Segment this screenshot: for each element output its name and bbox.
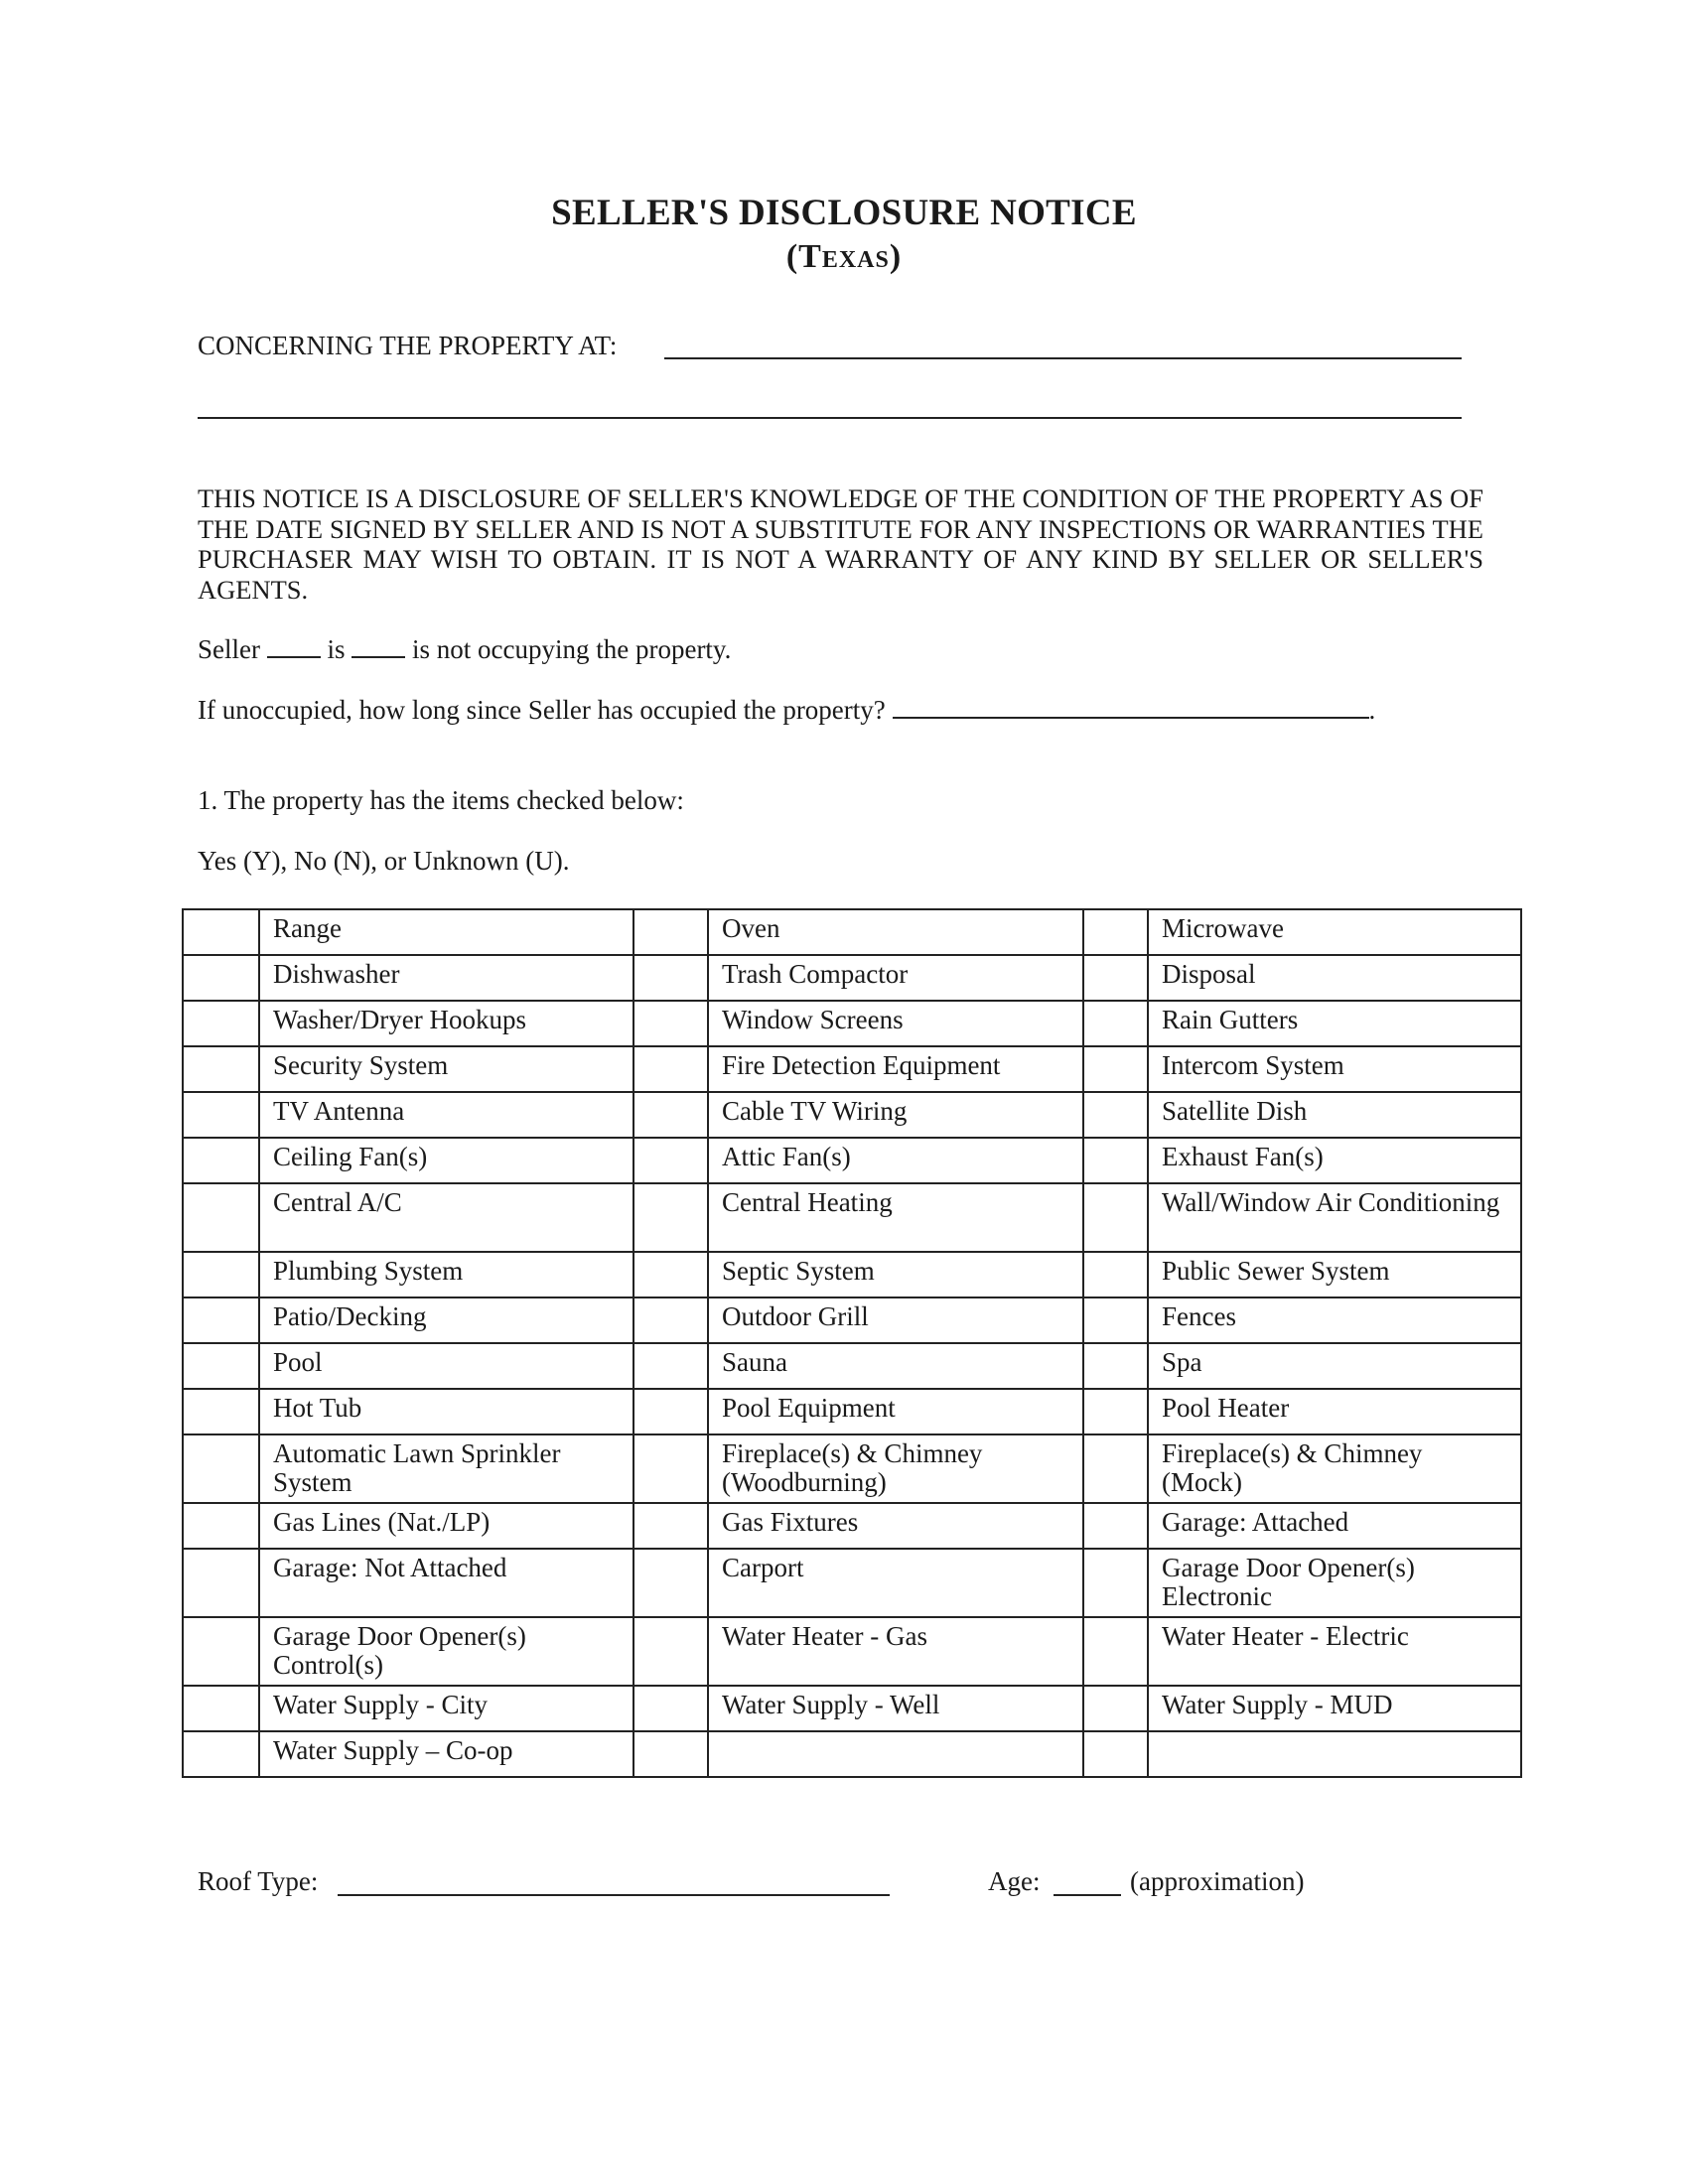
answer-box[interactable] xyxy=(183,1252,259,1297)
item-label: Garage Door Opener(s) Control(s) xyxy=(259,1617,633,1686)
table-row xyxy=(183,1503,1521,1549)
item-label: Spa xyxy=(1148,1343,1521,1389)
occupancy-line xyxy=(198,634,731,665)
answer-box[interactable] xyxy=(1083,1297,1148,1343)
item-label: Washer/Dryer Hookups xyxy=(259,1001,633,1046)
answer-box[interactable] xyxy=(633,1046,708,1092)
table-row xyxy=(183,1252,1521,1297)
answer-box[interactable] xyxy=(1083,1731,1148,1777)
roof-age-note: (approximation) xyxy=(1130,1866,1305,1896)
occupancy-is-text: is xyxy=(327,634,346,664)
item-label: Pool Heater xyxy=(1148,1389,1521,1434)
roof-age-blank[interactable] xyxy=(1054,1894,1121,1896)
document-title: SELLER'S DISCLOSURE NOTICE xyxy=(551,193,1137,233)
answer-box[interactable] xyxy=(183,1686,259,1731)
item-label: Water Supply - Well xyxy=(708,1686,1083,1731)
table-row xyxy=(183,1434,1521,1503)
answer-box[interactable] xyxy=(183,1549,259,1617)
answer-box[interactable] xyxy=(1083,1549,1148,1617)
table-row xyxy=(183,955,1521,1001)
item-label: Range xyxy=(259,909,633,955)
document-subtitle: (Texas) xyxy=(785,238,903,275)
table-row xyxy=(183,1183,1521,1252)
occupancy-is-not-text: is not occupying the property. xyxy=(412,634,732,664)
item-label: Garage: Attached xyxy=(1148,1503,1521,1549)
table-row xyxy=(183,1092,1521,1138)
item-label: Pool xyxy=(259,1343,633,1389)
table-row xyxy=(183,1617,1521,1686)
table-row xyxy=(183,1046,1521,1092)
item-label: Central Heating xyxy=(708,1183,1083,1252)
item-label: TV Antenna xyxy=(259,1092,633,1138)
item-label: Water Heater - Electric xyxy=(1148,1617,1521,1686)
item-label: Garage: Not Attached xyxy=(259,1549,633,1617)
roof-type-label: Roof Type: xyxy=(198,1866,319,1896)
table-row xyxy=(183,1001,1521,1046)
item-label: Attic Fan(s) xyxy=(708,1138,1083,1183)
table-row xyxy=(183,1549,1521,1617)
item-label: Dishwasher xyxy=(259,955,633,1001)
item-label: Sauna xyxy=(708,1343,1083,1389)
property-address-blank-line-1[interactable] xyxy=(664,357,1462,359)
table-row xyxy=(183,1731,1521,1777)
roof-type-blank[interactable] xyxy=(338,1894,890,1896)
property-address-blank-line-2[interactable] xyxy=(198,417,1462,419)
answer-box[interactable] xyxy=(1083,1343,1148,1389)
answer-box[interactable] xyxy=(183,1297,259,1343)
unoccupied-line xyxy=(198,695,1375,726)
table-row xyxy=(183,909,1521,955)
unoccupied-duration-blank[interactable] xyxy=(893,717,1369,719)
item-label xyxy=(1148,1731,1521,1777)
answer-legend: Yes (Y), No (N), or Unknown (U). xyxy=(198,846,570,876)
item-label: Satellite Dish xyxy=(1148,1092,1521,1138)
answer-box[interactable] xyxy=(183,1343,259,1389)
answer-box[interactable] xyxy=(633,1549,708,1617)
item-label: Fences xyxy=(1148,1297,1521,1343)
answer-box[interactable] xyxy=(633,1731,708,1777)
answer-box[interactable] xyxy=(633,909,708,955)
item-label: Trash Compactor xyxy=(708,955,1083,1001)
item-label: Window Screens xyxy=(708,1001,1083,1046)
answer-box[interactable] xyxy=(633,1503,708,1549)
table-row xyxy=(183,1686,1521,1731)
table-row xyxy=(183,1297,1521,1343)
item-label: Gas Lines (Nat./LP) xyxy=(259,1503,633,1549)
item-label: Security System xyxy=(259,1046,633,1092)
item-label: Exhaust Fan(s) xyxy=(1148,1138,1521,1183)
answer-box[interactable] xyxy=(633,1617,708,1686)
answer-box[interactable] xyxy=(1083,1138,1148,1183)
answer-box[interactable] xyxy=(633,1138,708,1183)
answer-box[interactable] xyxy=(183,955,259,1001)
answer-box[interactable] xyxy=(1083,1183,1148,1252)
item-label: Microwave xyxy=(1148,909,1521,955)
answer-box[interactable] xyxy=(1083,955,1148,1001)
property-items-table xyxy=(182,908,1522,1778)
answer-box[interactable] xyxy=(633,1434,708,1503)
item-label: Central A/C xyxy=(259,1183,633,1252)
answer-box[interactable] xyxy=(183,1434,259,1503)
item-label: Gas Fixtures xyxy=(708,1503,1083,1549)
answer-box[interactable] xyxy=(633,1389,708,1434)
answer-box[interactable] xyxy=(1083,1046,1148,1092)
answer-box[interactable] xyxy=(183,1617,259,1686)
item-label: Water Supply - MUD xyxy=(1148,1686,1521,1731)
item-label: Public Sewer System xyxy=(1148,1252,1521,1297)
item-label: Hot Tub xyxy=(259,1389,633,1434)
item-label: Oven xyxy=(708,909,1083,955)
answer-box[interactable] xyxy=(183,1183,259,1252)
answer-box[interactable] xyxy=(633,1297,708,1343)
unoccupied-period: . xyxy=(1368,695,1376,725)
item-label: Ceiling Fan(s) xyxy=(259,1138,633,1183)
item-label: Fireplace(s) & Chimney (Woodburning) xyxy=(708,1434,1083,1503)
item-label: Carport xyxy=(708,1549,1083,1617)
item-label: Patio/Decking xyxy=(259,1297,633,1343)
table-row xyxy=(183,1343,1521,1389)
answer-box[interactable] xyxy=(1083,1092,1148,1138)
answer-box[interactable] xyxy=(1083,1252,1148,1297)
item-label: Rain Gutters xyxy=(1148,1001,1521,1046)
answer-box[interactable] xyxy=(633,955,708,1001)
item-label: Fireplace(s) & Chimney (Mock) xyxy=(1148,1434,1521,1503)
answer-box[interactable] xyxy=(633,1686,708,1731)
item-label: Water Supply – Co-op xyxy=(259,1731,633,1777)
item-label: Disposal xyxy=(1148,955,1521,1001)
answer-box[interactable] xyxy=(183,909,259,955)
item-label: Outdoor Grill xyxy=(708,1297,1083,1343)
answer-box[interactable] xyxy=(183,1046,259,1092)
occupancy-is-blank[interactable] xyxy=(267,656,321,658)
table-row xyxy=(183,1138,1521,1183)
item-label: Garage Door Opener(s) Electronic xyxy=(1148,1549,1521,1617)
answer-box[interactable] xyxy=(633,1183,708,1252)
section-1-heading: 1. The property has the items checked below: xyxy=(198,785,684,815)
occupancy-is-not-blank[interactable] xyxy=(352,656,405,658)
answer-box[interactable] xyxy=(1083,1434,1148,1503)
answer-box[interactable] xyxy=(183,1503,259,1549)
item-label: Plumbing System xyxy=(259,1252,633,1297)
answer-box[interactable] xyxy=(183,1389,259,1434)
item-label: Automatic Lawn Sprinkler System xyxy=(259,1434,633,1503)
roof-age-label: Age: xyxy=(988,1866,1041,1896)
item-label: Water Heater - Gas xyxy=(708,1617,1083,1686)
answer-box[interactable] xyxy=(183,1138,259,1183)
answer-box[interactable] xyxy=(633,1001,708,1046)
answer-box[interactable] xyxy=(633,1252,708,1297)
property-label: CONCERNING THE PROPERTY AT: xyxy=(198,331,618,360)
disclosure-notice-paragraph: THIS NOTICE IS A DISCLOSURE OF SELLER'S KNOWLEDGE OF THE CONDITION OF THE PROPERTY AS OF THE DATE SIGNED BY SELLER AND IS NOT A SUBSTITUTE FOR ANY INSPECTIONS OR WARRANTIES THE PURCHASER MAY WISH TO OBTAIN. IT IS NOT A WARRANTY OF ANY KIND BY SELLER OR SELLER'S AGENTS. xyxy=(198,483,1483,605)
unoccupied-question: If unoccupied, how long since Seller has occupied the property? xyxy=(198,695,886,725)
item-label: Pool Equipment xyxy=(708,1389,1083,1434)
item-label: Septic System xyxy=(708,1252,1083,1297)
item-label: Intercom System xyxy=(1148,1046,1521,1092)
table-row xyxy=(183,1389,1521,1434)
answer-box[interactable] xyxy=(633,1343,708,1389)
answer-box[interactable] xyxy=(633,1092,708,1138)
answer-box[interactable] xyxy=(1083,1617,1148,1686)
item-label xyxy=(708,1731,1083,1777)
answer-box[interactable] xyxy=(183,1092,259,1138)
item-label: Water Supply - City xyxy=(259,1686,633,1731)
answer-box[interactable] xyxy=(1083,1001,1148,1046)
answer-box[interactable] xyxy=(183,1001,259,1046)
answer-box[interactable] xyxy=(1083,1389,1148,1434)
answer-box[interactable] xyxy=(183,1731,259,1777)
item-label: Fire Detection Equipment xyxy=(708,1046,1083,1092)
occupancy-seller-text: Seller xyxy=(198,634,260,664)
answer-box[interactable] xyxy=(1083,909,1148,955)
item-label: Cable TV Wiring xyxy=(708,1092,1083,1138)
answer-box[interactable] xyxy=(1083,1503,1148,1549)
answer-box[interactable] xyxy=(1083,1686,1148,1731)
item-label: Wall/Window Air Conditioning xyxy=(1148,1183,1521,1252)
